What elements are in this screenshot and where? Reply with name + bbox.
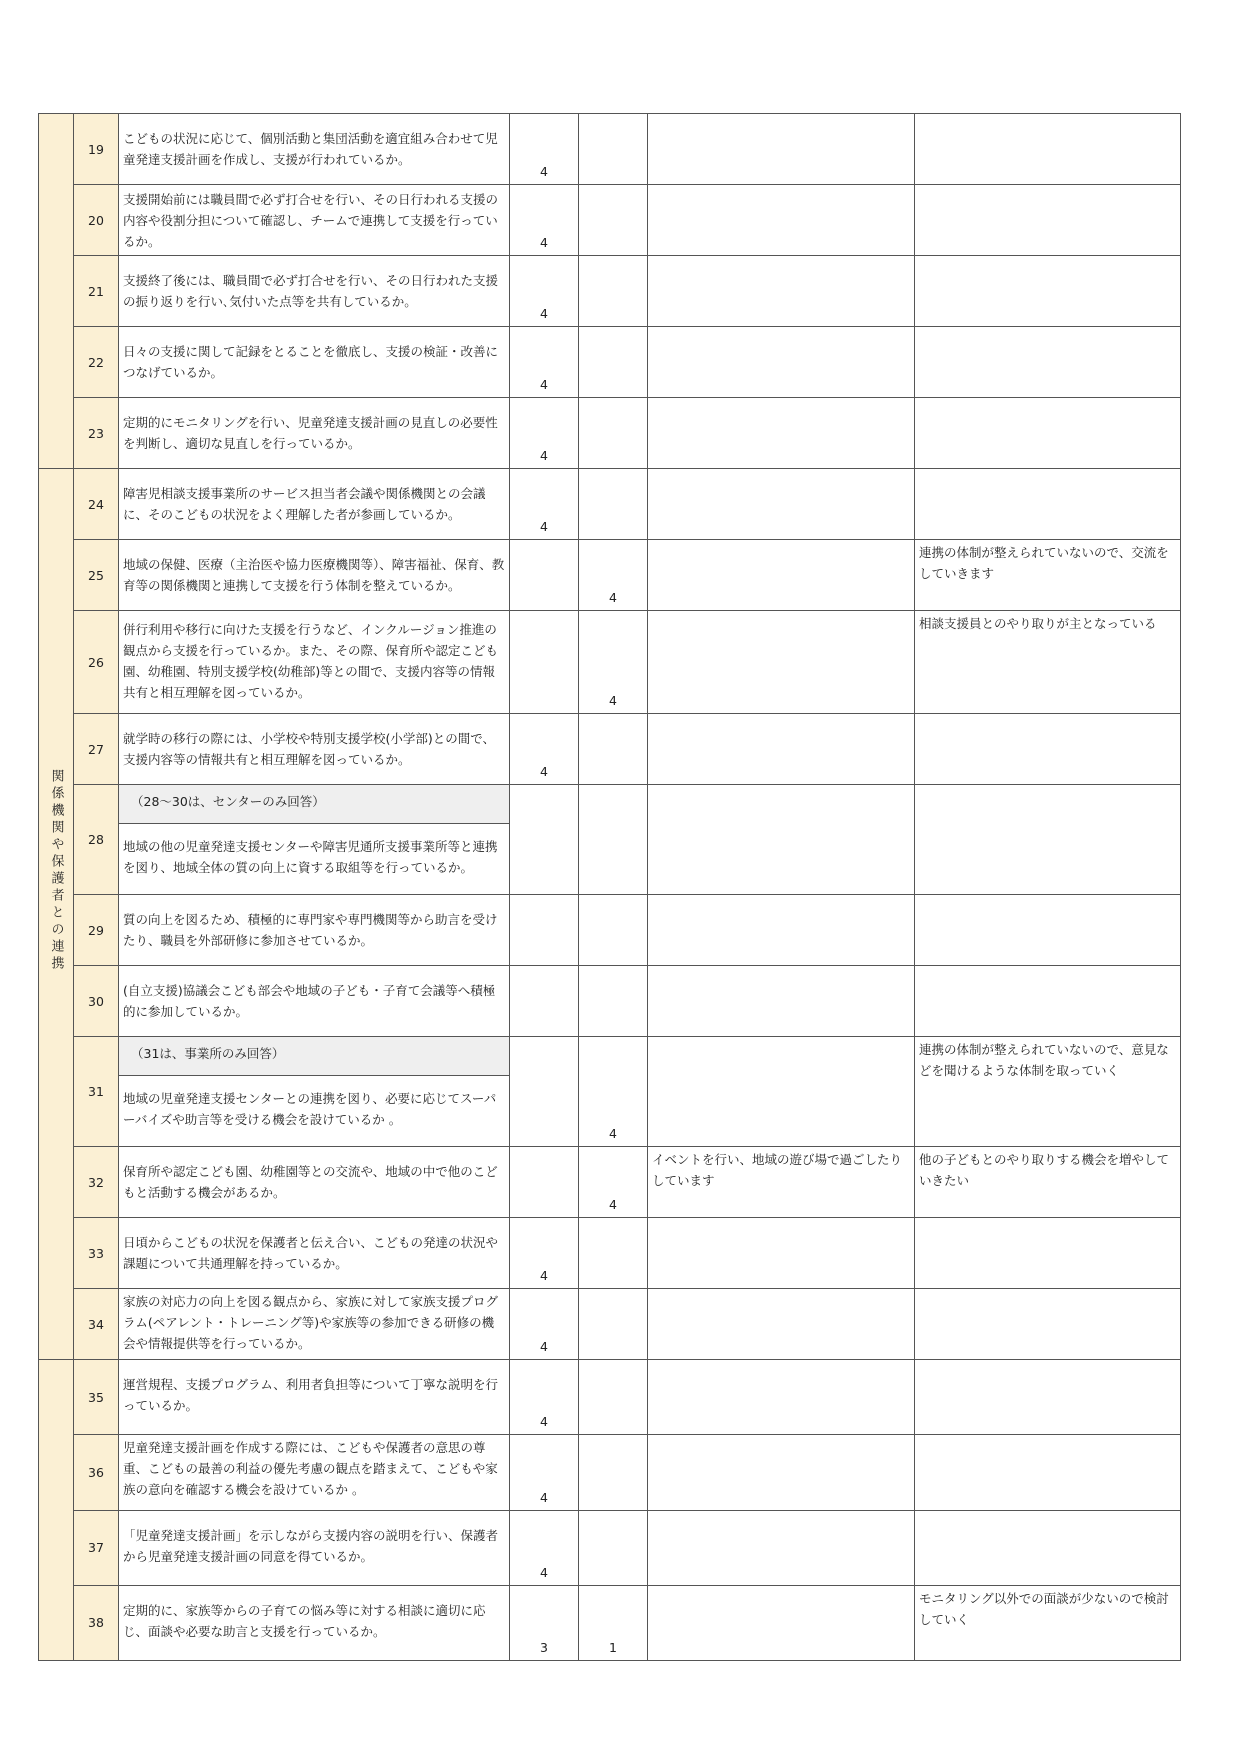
comment-text: 連携の体制が整えられていないので、意見などを聞けるような体制を取っていく bbox=[919, 1042, 1169, 1078]
improvement-text: イベントを行い、地域の遊び場で過ごしたりしています bbox=[652, 1152, 903, 1188]
question-cell bbox=[119, 1510, 510, 1585]
improvement-cell bbox=[648, 1218, 915, 1289]
table-row bbox=[39, 1289, 1181, 1360]
yes-count-cell bbox=[510, 1218, 579, 1289]
question-cell bbox=[119, 966, 510, 1037]
table-row bbox=[39, 1510, 1181, 1585]
comment-text bbox=[915, 114, 1180, 118]
yes-count-cell bbox=[510, 327, 579, 398]
improvement-cell bbox=[648, 1289, 915, 1360]
no-count-cell bbox=[579, 1585, 648, 1660]
row-number: 21 bbox=[74, 256, 119, 327]
question-cell bbox=[119, 1037, 510, 1147]
category-label: 関係機関や保護者との連携 bbox=[48, 769, 64, 973]
improvement-text bbox=[648, 1360, 914, 1364]
comment-text bbox=[915, 1289, 1180, 1293]
no-count-cell bbox=[579, 1289, 648, 1360]
no-count: 4 bbox=[609, 590, 617, 605]
improvement-text bbox=[648, 398, 914, 402]
question-text: 地域の児童発達支援センターとの連携を図り、必要に応じてスーパーバイズや助言等を受ける機会を設けているか 。 bbox=[123, 1091, 497, 1127]
yes-count-cell bbox=[510, 185, 579, 256]
table-row bbox=[39, 1435, 1181, 1510]
comment-text bbox=[915, 185, 1180, 189]
yes-count: 4 bbox=[540, 235, 548, 250]
row-number: 24 bbox=[74, 469, 119, 540]
no-count: 4 bbox=[609, 1197, 617, 1212]
comment-cell bbox=[915, 1510, 1181, 1585]
yes-count-cell bbox=[510, 1585, 579, 1660]
question-cell bbox=[119, 611, 510, 714]
comment-cell bbox=[915, 785, 1181, 895]
comment-text bbox=[915, 714, 1180, 718]
no-count-cell bbox=[579, 714, 648, 785]
question-text: 障害児相談支援事業所のサービス担当者会議や関係機関との会議に、そのこどもの状況をよく理解した者が参画しているか。 bbox=[123, 486, 486, 522]
comment-cell bbox=[915, 185, 1181, 256]
question-cell bbox=[119, 1360, 510, 1435]
improvement-cell bbox=[648, 966, 915, 1037]
improvement-cell bbox=[648, 895, 915, 966]
category-cell bbox=[39, 1360, 74, 1661]
comment-cell bbox=[915, 1289, 1181, 1360]
no-count-cell bbox=[579, 1360, 648, 1435]
yes-count: 4 bbox=[540, 1414, 548, 1430]
question-text: 地域の保健、医療（主治医や協力医療機関等）、障害福祉、保育、教育等の関係機関と連携して支援を行う体制を整えているか。 bbox=[123, 557, 505, 593]
table-row bbox=[39, 469, 1181, 540]
yes-count-cell bbox=[510, 895, 579, 966]
no-count-cell bbox=[579, 1037, 648, 1147]
improvement-cell bbox=[648, 1147, 915, 1218]
yes-count: 4 bbox=[540, 377, 548, 392]
improvement-cell bbox=[648, 1585, 915, 1660]
yes-count: 4 bbox=[540, 764, 548, 779]
question-cell bbox=[119, 1585, 510, 1660]
question-text: 定期的にモニタリングを行い、児童発達支援計画の見直しの必要性を判断し、適切な見直しを行っているか。 bbox=[123, 415, 498, 451]
category-cell bbox=[39, 469, 74, 1360]
comment-text bbox=[915, 398, 1180, 402]
question-cell bbox=[119, 185, 510, 256]
yes-count: 4 bbox=[540, 1339, 548, 1354]
improvement-text bbox=[648, 1511, 914, 1515]
improvement-text bbox=[648, 1289, 914, 1293]
no-count-cell bbox=[579, 895, 648, 966]
improvement-cell bbox=[648, 611, 915, 714]
yes-count: 4 bbox=[540, 1564, 548, 1580]
question-text: 家族の対応力の向上を図る観点から、家族に対して家族支援プログラム(ペアレント・トレーニング等)や家族等の参加できる研修の機会や情報提供等を行っているか。 bbox=[123, 1294, 499, 1351]
no-count: 1 bbox=[609, 1640, 617, 1655]
comment-cell bbox=[915, 966, 1181, 1037]
table-row bbox=[39, 256, 1181, 327]
comment-text bbox=[915, 895, 1180, 899]
improvement-text bbox=[648, 1037, 914, 1041]
row-number: 38 bbox=[74, 1585, 119, 1660]
question-text: 定期的に、家族等からの子育ての悩み等に対する相談に適切に応じ、面談や必要な助言と支援を行っているか。 bbox=[123, 1602, 486, 1639]
improvement-cell bbox=[648, 469, 915, 540]
question-text: こどもの状況に応じて、個別活動と集団活動を適宜組み合わせて児童発達支援計画を作成し、支援が行われているか。 bbox=[123, 131, 498, 167]
table-row bbox=[39, 1218, 1181, 1289]
improvement-text bbox=[648, 895, 914, 899]
question-cell bbox=[119, 327, 510, 398]
table-row bbox=[39, 611, 1181, 714]
question-text: 質の向上を図るため、積極的に専門家や専門機関等から助言を受けたり、職員を外部研修に参加させているか。 bbox=[123, 912, 498, 948]
comment-cell bbox=[915, 714, 1181, 785]
comment-text bbox=[915, 1360, 1180, 1364]
comment-cell bbox=[915, 1435, 1181, 1510]
yes-count-cell bbox=[510, 785, 579, 895]
table-body bbox=[39, 114, 1181, 1661]
improvement-text bbox=[648, 1218, 914, 1222]
no-count-cell bbox=[579, 1147, 648, 1218]
no-count-cell bbox=[579, 1435, 648, 1510]
yes-count-cell bbox=[510, 114, 579, 185]
answer-scope-note: （31は、事業所のみ回答） bbox=[119, 1037, 509, 1076]
row-number: 33 bbox=[74, 1218, 119, 1289]
question-cell bbox=[119, 256, 510, 327]
improvement-text bbox=[648, 966, 914, 970]
question-text: 支援終了後には、職員間で必ず打合せを行い、その日行われた支援の振り返りを行い､気付いた点等を共有しているか。 bbox=[123, 273, 499, 309]
improvement-cell bbox=[648, 714, 915, 785]
comment-cell bbox=[915, 895, 1181, 966]
improvement-text bbox=[648, 114, 914, 118]
comment-cell bbox=[915, 611, 1181, 714]
yes-count-cell bbox=[510, 1289, 579, 1360]
comment-text bbox=[915, 1218, 1180, 1222]
no-count-cell bbox=[579, 966, 648, 1037]
improvement-text bbox=[648, 327, 914, 331]
no-count-cell bbox=[579, 540, 648, 611]
table-row bbox=[39, 785, 1181, 895]
no-count-cell bbox=[579, 398, 648, 469]
row-number: 37 bbox=[74, 1510, 119, 1585]
improvement-cell bbox=[648, 1360, 915, 1435]
yes-count-cell bbox=[510, 1510, 579, 1585]
row-number: 35 bbox=[74, 1360, 119, 1435]
table-row bbox=[39, 540, 1181, 611]
yes-count-cell bbox=[510, 540, 579, 611]
yes-count: 4 bbox=[540, 519, 548, 534]
question-cell bbox=[119, 1435, 510, 1510]
question-cell bbox=[119, 714, 510, 785]
row-number: 26 bbox=[74, 611, 119, 714]
question-text: 併行利用や移行に向けた支援を行うなど、インクルージョン推進の観点から支援を行っているか。また、その際、保育所や認定こども園、幼稚園、特別支援学校(幼稚部)等との間で、支援内容等の情報共有と相互理解を図っているか。 bbox=[123, 622, 499, 700]
improvement-cell bbox=[648, 1510, 915, 1585]
comment-text bbox=[915, 1435, 1180, 1439]
question-text: (自立支援)協議会こども部会や地域の子ども・子育て会議等へ積極的に参加しているか。 bbox=[123, 983, 496, 1019]
no-count-cell bbox=[579, 114, 648, 185]
comment-cell bbox=[915, 1585, 1181, 1660]
table-row bbox=[39, 1585, 1181, 1660]
comment-text: モニタリング以外での面談が少ないので検討していく bbox=[919, 1590, 1169, 1627]
comment-text: 相談支援員とのやり取りが主となっている bbox=[919, 616, 1157, 631]
improvement-text bbox=[648, 785, 914, 789]
yes-count-cell bbox=[510, 469, 579, 540]
yes-count-cell bbox=[510, 714, 579, 785]
yes-count-cell bbox=[510, 1360, 579, 1435]
yes-count: 3 bbox=[540, 1640, 548, 1655]
yes-count: 4 bbox=[540, 1268, 548, 1283]
comment-cell bbox=[915, 398, 1181, 469]
table-row bbox=[39, 327, 1181, 398]
improvement-text bbox=[648, 1586, 914, 1590]
table-row bbox=[39, 185, 1181, 256]
no-count: 4 bbox=[609, 1126, 617, 1141]
no-count: 4 bbox=[609, 693, 617, 708]
improvement-cell bbox=[648, 185, 915, 256]
question-text: 日頃からこどもの状況を保護者と伝え合い、こどもの発達の状況や課題について共通理解を持っているか。 bbox=[123, 1235, 499, 1271]
yes-count: 4 bbox=[540, 164, 548, 179]
row-number: 32 bbox=[74, 1147, 119, 1218]
comment-cell bbox=[915, 1218, 1181, 1289]
comment-text bbox=[915, 785, 1180, 789]
yes-count-cell bbox=[510, 398, 579, 469]
improvement-cell bbox=[648, 327, 915, 398]
question-cell bbox=[119, 1218, 510, 1289]
yes-count-cell bbox=[510, 1037, 579, 1147]
improvement-text bbox=[648, 185, 914, 189]
no-count-cell bbox=[579, 185, 648, 256]
comment-text bbox=[915, 469, 1180, 473]
table-row bbox=[39, 895, 1181, 966]
improvement-text bbox=[648, 540, 914, 544]
no-count-cell bbox=[579, 256, 648, 327]
improvement-text bbox=[648, 1435, 914, 1439]
improvement-cell bbox=[648, 1037, 915, 1147]
row-number: 29 bbox=[74, 895, 119, 966]
improvement-cell bbox=[648, 540, 915, 611]
question-cell bbox=[119, 540, 510, 611]
table-row bbox=[39, 966, 1181, 1037]
row-number: 20 bbox=[74, 185, 119, 256]
question-text: 支援開始前には職員間で必ず打合せを行い、その日行われる支援の内容や役割分担について確認し、チームで連携して支援を行っているか。 bbox=[123, 192, 499, 249]
row-number: 34 bbox=[74, 1289, 119, 1360]
table-row bbox=[39, 1037, 1181, 1147]
improvement-text bbox=[648, 611, 914, 615]
improvement-text bbox=[648, 714, 914, 718]
row-number: 19 bbox=[74, 114, 119, 185]
no-count-cell bbox=[579, 1510, 648, 1585]
row-number: 22 bbox=[74, 327, 119, 398]
comment-cell bbox=[915, 1360, 1181, 1435]
question-text: 日々の支援に関して記録をとることを徹底し、支援の検証・改善につなげているか。 bbox=[123, 344, 499, 380]
table-row bbox=[39, 1147, 1181, 1218]
improvement-cell bbox=[648, 398, 915, 469]
improvement-cell bbox=[648, 1435, 915, 1510]
yes-count: 4 bbox=[540, 1489, 548, 1505]
comment-cell bbox=[915, 256, 1181, 327]
comment-cell bbox=[915, 327, 1181, 398]
question-text: 地域の他の児童発達支援センターや障害児通所支援事業所等と連携を図り、地域全体の質の向上に資する取組等を行っているか。 bbox=[123, 839, 498, 875]
no-count-cell bbox=[579, 469, 648, 540]
no-count-cell bbox=[579, 327, 648, 398]
question-text: 保育所や認定こども園、幼稚園等との交流や、地域の中で他のこどもと活動する機会があるか。 bbox=[123, 1164, 498, 1200]
question-cell bbox=[119, 114, 510, 185]
yes-count: 4 bbox=[540, 448, 548, 463]
row-number: 31 bbox=[74, 1037, 119, 1147]
comment-text bbox=[915, 1511, 1180, 1515]
answer-scope-note: （28～30は、センターのみ回答） bbox=[119, 785, 509, 824]
no-count-cell bbox=[579, 1218, 648, 1289]
question-cell bbox=[119, 895, 510, 966]
row-number: 23 bbox=[74, 398, 119, 469]
question-text: 運営規程、支援プログラム、利用者負担等について丁寧な説明を行っているか。 bbox=[123, 1377, 499, 1413]
comment-text: 連携の体制が整えられていないので、交流をしていきます bbox=[919, 545, 1169, 581]
yes-count: 4 bbox=[540, 306, 548, 321]
question-text: 「児童発達支援計画」を示しながら支援内容の説明を行い、保護者から児童発達支援計画の同意を得ているか。 bbox=[123, 1527, 499, 1564]
question-cell bbox=[119, 1147, 510, 1218]
row-number: 27 bbox=[74, 714, 119, 785]
row-number: 30 bbox=[74, 966, 119, 1037]
table-row bbox=[39, 114, 1181, 185]
improvement-text bbox=[648, 469, 914, 473]
comment-cell bbox=[915, 469, 1181, 540]
comment-text bbox=[915, 966, 1180, 970]
improvement-text bbox=[648, 256, 914, 260]
table-row bbox=[39, 714, 1181, 785]
improvement-cell bbox=[648, 256, 915, 327]
yes-count-cell bbox=[510, 966, 579, 1037]
yes-count-cell bbox=[510, 1435, 579, 1510]
question-cell bbox=[119, 469, 510, 540]
row-number: 25 bbox=[74, 540, 119, 611]
yes-count-cell bbox=[510, 256, 579, 327]
yes-count-cell bbox=[510, 1147, 579, 1218]
row-number: 28 bbox=[74, 785, 119, 895]
table-row bbox=[39, 398, 1181, 469]
question-cell bbox=[119, 785, 510, 895]
question-text: 児童発達支援計画を作成する際には、こどもや保護者の意思の尊重、こどもの最善の利益の優先考慮の観点を踏まえて、こどもや家族の意向を確認する機会を設けているか 。 bbox=[123, 1440, 498, 1498]
question-cell bbox=[119, 1289, 510, 1360]
question-cell bbox=[119, 398, 510, 469]
category-cell bbox=[39, 114, 74, 469]
evaluation-table bbox=[38, 113, 1181, 1661]
comment-cell bbox=[915, 540, 1181, 611]
table-row bbox=[39, 1360, 1181, 1435]
comment-cell bbox=[915, 1037, 1181, 1147]
no-count-cell bbox=[579, 785, 648, 895]
comment-text bbox=[915, 256, 1180, 260]
no-count-cell bbox=[579, 611, 648, 714]
question-text: 就学時の移行の際には、小学校や特別支援学校(小学部)との間で、支援内容等の情報共有と相互理解を図っているか。 bbox=[123, 731, 496, 767]
comment-text: 他の子どもとのやり取りする機会を増やしていきたい bbox=[919, 1152, 1170, 1188]
improvement-cell bbox=[648, 114, 915, 185]
improvement-cell bbox=[648, 785, 915, 895]
row-number: 36 bbox=[74, 1435, 119, 1510]
comment-text bbox=[915, 327, 1180, 331]
yes-count-cell bbox=[510, 611, 579, 714]
comment-cell bbox=[915, 1147, 1181, 1218]
comment-cell bbox=[915, 114, 1181, 185]
